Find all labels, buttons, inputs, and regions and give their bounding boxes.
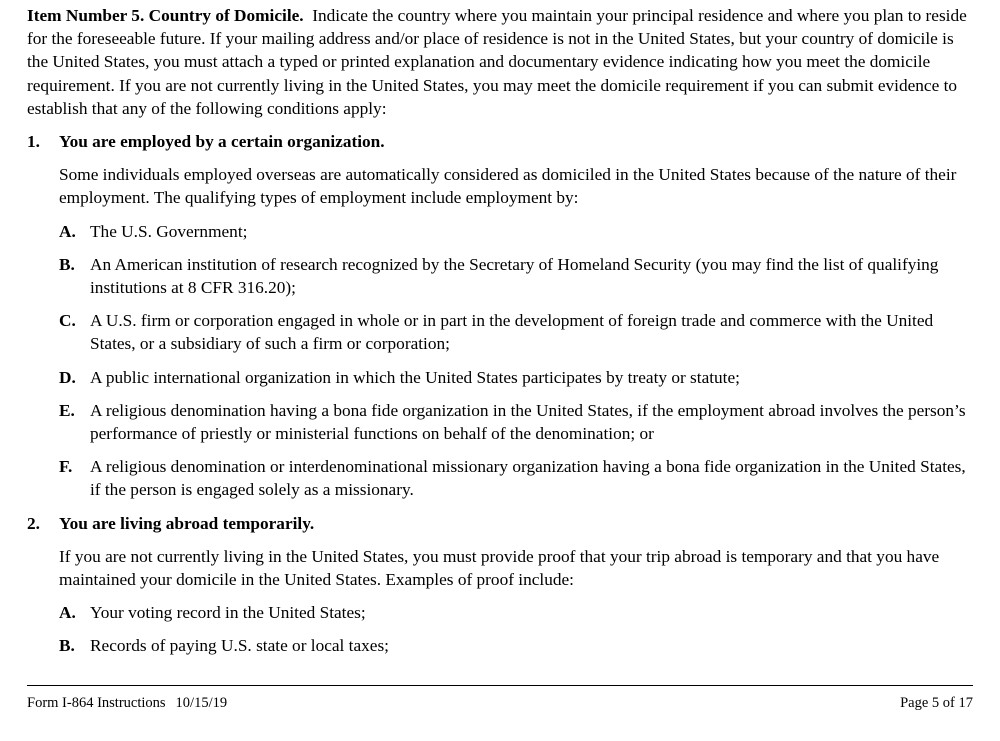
item-text: A U.S. firm or corporation engaged in whole or in part in the development of foreign trade and commerce with the United States, or a subsidiary of such a firm or corporation; [90, 311, 934, 354]
footer-form-info [27, 694, 227, 712]
item-text: Your voting record in the United States; [90, 603, 366, 623]
item-letter: B. [59, 254, 75, 274]
item-letter: C. [59, 311, 76, 331]
item-letter: E. [59, 400, 75, 420]
item-text: The U.S. Government; [90, 221, 248, 241]
item-text: A religious denomination or interdenominational missionary organization having a bona fide organization in the United States, if the person is engaged solely as a missionary. [90, 457, 966, 500]
edition-date: 10/15/19 [175, 695, 228, 711]
form-name: Form I-864 Instructions [27, 695, 166, 711]
section-1-body: Some individuals employed overseas are automatically considered as domiciled in the United States because of the nature of their employment. The qualifying types of employment include employment by: [59, 165, 957, 208]
page-footer [27, 694, 973, 712]
list-item [59, 455, 975, 501]
list-item [59, 366, 975, 389]
item-5-intro-text: Indicate the country where you maintain your principal residence and where you plan to reside for the foreseeable future. If your mailing address and/or place of residence is not in the United States, but your country of domicile is the United States, you must attach a typed or printed explanation and documentary evidence indicating how you meet the domicile requirement. If you are not currently living in the United States, you may meet the domicile requirement if you can submit evidence to establish that any of the following conditions apply: [27, 6, 967, 118]
section-2-body: If you are not currently living in the United States, you must provide proof that your trip abroad is temporary and that you have maintained your domicile in the United States. Examples of proof include: [59, 546, 940, 590]
item-text: A public international organization in which the United States participates by treaty or statute; [90, 367, 740, 387]
section-1-heading [27, 130, 975, 153]
item-letter: D. [59, 367, 76, 387]
page-number: Page 5 of 17 [900, 695, 973, 711]
item-text: A religious denomination having a bona fide organization in the United States, if the employment abroad involves the person’s performance of priestly or ministerial functions on behalf of the denomination; or [90, 400, 966, 444]
item-letter: B. [59, 636, 75, 656]
list-item [59, 601, 975, 624]
item-letter: A. [59, 603, 76, 623]
instructions-page [27, 4, 975, 668]
item-letter: A. [59, 221, 76, 241]
item-5-intro-paragraph [27, 4, 975, 120]
section-number: 2. [27, 513, 40, 533]
section-number: 1. [27, 132, 40, 152]
section-title: You are living abroad temporarily. [59, 513, 315, 533]
list-item [59, 253, 975, 299]
item-text: An American institution of research recognized by the Secretary of Homeland Security (you may find the list of qualifying institutions at 8 CFR 316.20); [90, 254, 939, 298]
list-item [59, 220, 975, 243]
item-letter: F. [59, 457, 73, 477]
section-title: You are employed by a certain organization. [59, 132, 385, 152]
footer-divider [27, 685, 973, 686]
section-2-heading [27, 512, 975, 535]
item-5-heading: Item Number 5. Country of Domicile. [27, 6, 304, 25]
list-item [59, 634, 975, 657]
list-item [59, 309, 975, 355]
list-item [59, 399, 975, 445]
item-text: Records of paying U.S. state or local taxes; [90, 636, 389, 656]
